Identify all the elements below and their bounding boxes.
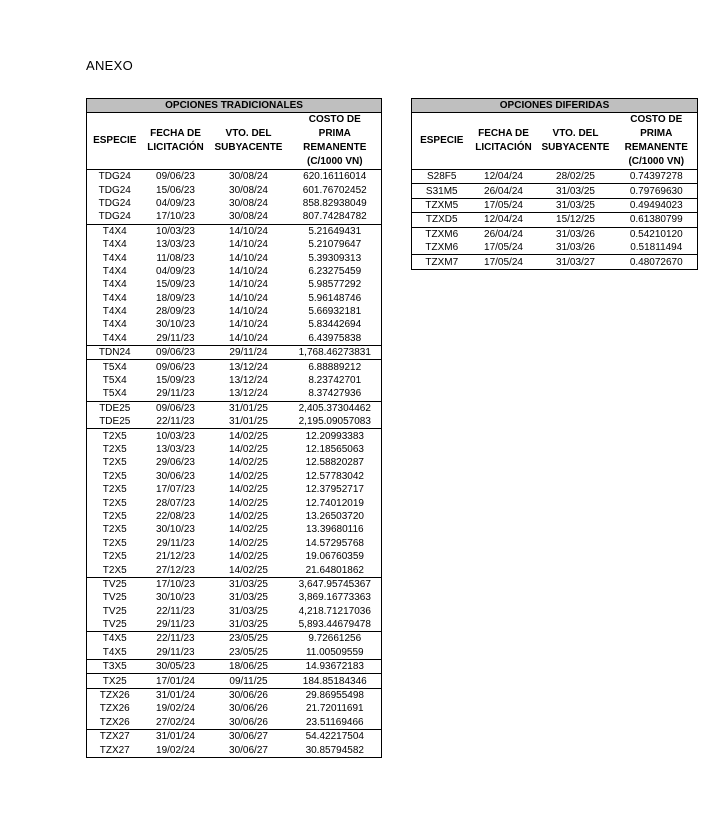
table-row [87,743,382,757]
cell-especie: T5X4 [102,375,127,387]
cell-especie: T2X5 [102,510,127,522]
cell-fecha-licitacion: 28/07/23 [156,497,195,509]
cell-especie: TZX26 [87,716,143,730]
col-vto-subyacente: VTO. DEL SUBYACENTE [536,113,616,170]
cell-fecha-licitacion: 19/02/24 [156,744,195,756]
cell-costo-prima: 30.85794582 [305,744,364,756]
cell-vto-subyacente: 14/02/25 [229,524,268,536]
table-row [87,374,382,387]
cell-vto-subyacente: 31/03/26 [536,241,616,255]
cell-fecha-licitacion: 29/11/23 [143,387,209,401]
cell-fecha-licitacion: 29/11/23 [143,618,209,632]
cell-vto-subyacente: 28/02/25 [536,170,616,184]
col-fecha-licitacion: FECHA DE LICITACIÓN [472,113,536,170]
cell-fecha-licitacion: 17/05/24 [484,256,523,268]
cell-costo-prima: 23.51169466 [289,716,382,730]
cell-vto-subyacente: 14/10/24 [229,292,268,304]
cell-especie: TDG24 [98,197,131,209]
cell-vto-subyacente: 31/03/25 [209,618,289,632]
cell-vto-subyacente: 14/10/24 [229,225,268,237]
table-row [87,688,382,702]
cell-fecha-licitacion: 28/09/23 [156,306,195,318]
cell-costo-prima: 807.74284782 [289,210,382,224]
cell-vto-subyacente: 14/02/25 [209,563,289,577]
table-row [87,183,382,196]
cell-fecha-licitacion: 18/09/23 [156,292,195,304]
cell-costo-prima: 14.93672183 [289,660,382,674]
cell-especie: TZX27 [99,731,130,743]
cell-vto-subyacente: 14/10/24 [229,252,268,264]
cell-costo-prima: 6.23275459 [308,265,362,277]
cell-costo-prima: 2,195.09057083 [289,415,382,429]
table-row [87,360,382,374]
cell-fecha-licitacion: 17/05/24 [472,198,536,212]
cell-especie: T2X5 [102,537,127,549]
table-row [87,238,382,251]
cell-especie: T2X5 [87,563,143,577]
table-row [87,523,382,536]
cell-vto-subyacente: 30/06/26 [229,703,268,715]
cell-costo-prima: 8.37427936 [289,387,382,401]
cell-costo-prima: 54.42217504 [305,731,364,743]
table-row [87,401,382,415]
cell-fecha-licitacion: 29/11/23 [143,332,209,346]
cell-especie: T4X4 [102,265,127,277]
cell-fecha-licitacion: 10/03/23 [156,430,195,442]
cell-vto-subyacente: 13/12/24 [209,387,289,401]
col-costo-prima: COSTO DE PRIMA REMANENTE (C/1000 VN) [289,113,382,170]
cell-vto-subyacente: 30/06/26 [209,716,289,730]
cell-especie: TDG24 [87,210,143,224]
cell-especie: TZX27 [99,744,130,756]
table-row [87,605,382,618]
diferidas-body [412,170,698,270]
cell-especie: T2X5 [102,430,127,442]
cell-fecha-licitacion: 17/10/23 [156,578,195,590]
cell-costo-prima: 5.98577292 [308,279,362,291]
cell-especie: T2X5 [102,470,127,482]
col-costo-prima: COSTO DE PRIMA REMANENTE (C/1000 VN) [616,113,698,170]
cell-especie: TZXM7 [425,256,459,268]
cell-costo-prima: 8.23742701 [308,375,362,387]
cell-especie: T5X4 [102,361,127,373]
table-row [87,483,382,496]
table-row [87,496,382,509]
cell-costo-prima: 6.88889212 [308,361,362,373]
tradicionales-body [87,170,382,758]
cell-vto-subyacente: 14/10/24 [229,306,268,318]
col-fecha-licitacion: FECHA DE LICITACIÓN [143,113,209,170]
cell-vto-subyacente: 30/06/26 [229,690,268,702]
cell-especie: TX25 [87,674,143,688]
cell-costo-prima: 9.72661256 [308,633,362,645]
cell-especie: TZXD5 [412,213,472,227]
cell-fecha-licitacion: 29/11/23 [156,537,195,549]
cell-fecha-licitacion: 15/09/23 [156,279,195,291]
cell-vto-subyacente: 30/08/24 [229,171,268,183]
table-row [87,716,382,730]
table-row [87,443,382,456]
cell-especie: TDG24 [98,171,131,183]
cell-especie: T2X5 [102,524,127,536]
cell-especie: T4X4 [102,239,127,251]
table-row [87,170,382,184]
cell-fecha-licitacion: 15/09/23 [156,375,195,387]
cell-costo-prima: 21.72011691 [305,703,364,715]
cell-vto-subyacente: 30/08/24 [229,184,268,196]
cell-especie: T4X5 [87,646,143,660]
cell-especie: T3X5 [87,660,143,674]
cell-vto-subyacente: 14/02/25 [229,457,268,469]
table-row [412,170,698,184]
cell-fecha-licitacion: 31/01/24 [156,690,195,702]
table-row [412,213,698,227]
cell-fecha-licitacion: 19/02/24 [156,703,195,715]
table-title: OPCIONES TRADICIONALES [87,99,382,113]
cell-especie: T4X4 [102,292,127,304]
cell-costo-prima: 620.16116014 [303,171,367,183]
cell-fecha-licitacion: 04/09/23 [156,197,195,209]
cell-especie: TV25 [87,618,143,632]
table-row [87,646,382,660]
cell-vto-subyacente: 14/02/25 [229,470,268,482]
table-row [87,577,382,591]
cell-fecha-licitacion: 30/10/23 [156,319,195,331]
cell-especie: T4X4 [102,225,127,237]
cell-vto-subyacente: 14/10/24 [209,332,289,346]
cell-fecha-licitacion: 26/04/24 [484,228,523,240]
cell-costo-prima: 19.06760359 [305,551,364,563]
cell-fecha-licitacion: 12/04/24 [472,170,536,184]
cell-costo-prima: 13.39680116 [305,524,364,536]
cell-costo-prima: 13.26503720 [305,510,364,522]
cell-fecha-licitacion: 17/10/23 [143,210,209,224]
cell-vto-subyacente: 31/03/25 [229,605,268,617]
cell-vto-subyacente: 14/02/25 [229,551,268,563]
cell-costo-prima: 3,869.16773363 [298,592,371,604]
table-row [412,198,698,212]
table-row [87,318,382,331]
table-row [87,510,382,523]
cell-costo-prima: 0.49494023 [616,198,698,212]
cell-especie: TZXM5 [412,198,472,212]
table-title: OPCIONES DIFERIDAS [412,99,698,113]
cell-costo-prima: 0.54210120 [629,228,683,240]
cell-costo-prima: 12.74012019 [305,497,364,509]
table-row [87,632,382,646]
cell-vto-subyacente: 13/12/24 [229,375,268,387]
cell-costo-prima: 5,893.44679478 [289,618,382,632]
cell-fecha-licitacion: 13/03/23 [156,444,195,455]
cell-fecha-licitacion: 31/01/24 [156,731,195,743]
cell-especie: TV25 [102,605,127,617]
cell-vto-subyacente: 31/03/25 [536,184,616,198]
table-row [87,730,382,744]
cell-costo-prima: 601.76702452 [302,184,367,196]
table-row [87,550,382,563]
cell-especie: TDN24 [87,346,143,360]
table-row [412,241,698,255]
cell-costo-prima: 29.86955498 [305,690,364,702]
table-row [87,660,382,674]
cell-fecha-licitacion: 13/03/23 [156,239,195,251]
cell-costo-prima: 12.37952717 [305,484,364,496]
cell-especie: T4X4 [102,252,127,264]
cell-especie: TDE25 [99,402,131,414]
cell-costo-prima: 6.43975838 [289,332,382,346]
cell-fecha-licitacion: 30/06/23 [156,470,195,482]
cell-especie: T2X5 [102,457,127,469]
cell-vto-subyacente: 14/02/25 [229,484,268,496]
cell-especie: T2X5 [102,497,127,509]
table-row [87,265,382,278]
page-heading: ANEXO [86,58,134,73]
cell-fecha-licitacion: 22/11/23 [143,415,209,429]
cell-vto-subyacente: 31/03/25 [229,578,268,590]
cell-vto-subyacente: 14/02/25 [229,497,268,509]
cell-especie: T2X5 [102,551,127,563]
cell-fecha-licitacion: 04/09/23 [156,265,195,277]
cell-costo-prima: 12.20993383 [305,430,364,442]
table-row [87,305,382,318]
opciones-tradicionales-table [86,98,382,758]
col-vto-subyacente: VTO. DEL SUBYACENTE [209,113,289,170]
cell-fecha-licitacion: 15/06/23 [156,184,195,196]
table-row [87,251,382,264]
cell-vto-subyacente: 13/12/24 [229,361,268,373]
cell-vto-subyacente: 30/08/24 [229,197,268,209]
cell-vto-subyacente: 14/02/25 [229,510,268,522]
cell-especie: T2X5 [102,484,127,496]
cell-vto-subyacente: 31/03/26 [556,228,595,240]
table-row [87,292,382,305]
col-especie: ESPECIE [412,113,472,170]
cell-especie: T4X4 [87,332,143,346]
cell-costo-prima: 5.66932181 [308,306,362,318]
cell-fecha-licitacion: 22/08/23 [156,510,195,522]
table-row [87,591,382,604]
cell-costo-prima: 14.57295768 [305,537,364,549]
table-row [87,470,382,483]
cell-costo-prima: 0.61380799 [616,213,698,227]
cell-costo-prima: 12.58820287 [305,457,364,469]
table-row [412,184,698,198]
cell-vto-subyacente: 18/06/25 [209,660,289,674]
cell-vto-subyacente: 14/02/25 [229,444,268,455]
cell-costo-prima: 5.83442694 [308,319,362,331]
cell-especie: TDE25 [87,415,143,429]
cell-especie: T4X4 [102,306,127,318]
cell-fecha-licitacion: 09/06/23 [156,171,195,183]
cell-costo-prima: 12.57783042 [305,470,364,482]
table-row [87,618,382,632]
table-row [87,278,382,291]
table-row [412,255,698,269]
cell-fecha-licitacion: 09/06/23 [156,402,195,414]
cell-costo-prima: 0.79769630 [616,184,698,198]
cell-fecha-licitacion: 30/10/23 [156,592,195,604]
cell-fecha-licitacion: 17/05/24 [472,241,536,255]
table-row [87,537,382,550]
cell-especie: TV25 [102,592,127,604]
cell-fecha-licitacion: 27/12/23 [143,563,209,577]
cell-vto-subyacente: 14/10/24 [229,239,268,251]
cell-costo-prima: 3,647.95745367 [298,578,371,590]
cell-fecha-licitacion: 22/11/23 [156,633,195,645]
table-row [87,224,382,238]
table-row [87,332,382,346]
cell-fecha-licitacion: 26/04/24 [472,184,536,198]
cell-costo-prima: 11.00509559 [289,646,382,660]
opciones-diferidas-table [411,98,698,270]
cell-vto-subyacente: 30/06/27 [229,731,268,743]
cell-costo-prima: 0.74397278 [616,170,698,184]
table-row [87,197,382,210]
cell-vto-subyacente: 30/08/24 [209,210,289,224]
cell-costo-prima: 12.18565063 [305,444,364,455]
cell-costo-prima: 184.85184346 [289,674,382,688]
cell-vto-subyacente: 31/01/25 [229,402,268,414]
cell-especie: T4X4 [102,279,127,291]
cell-especie: S31M5 [412,184,472,198]
cell-fecha-licitacion: 30/05/23 [143,660,209,674]
cell-fecha-licitacion: 09/06/23 [143,346,209,360]
cell-fecha-licitacion: 09/06/23 [156,361,195,373]
table-row [87,387,382,401]
cell-costo-prima: 5.96148746 [308,292,362,304]
cell-costo-prima: 1,768.46273831 [289,346,382,360]
cell-costo-prima: 858.82938049 [302,197,367,209]
table-row [87,563,382,577]
table-row [87,346,382,360]
cell-vto-subyacente: 31/03/27 [556,256,595,268]
cell-especie: T2X5 [102,444,127,455]
cell-especie: S28F5 [412,170,472,184]
cell-fecha-licitacion: 27/02/24 [143,716,209,730]
cell-fecha-licitacion: 22/11/23 [156,605,195,617]
cell-costo-prima: 5.21079647 [308,239,362,251]
cell-fecha-licitacion: 12/04/24 [472,213,536,227]
cell-vto-subyacente: 30/06/27 [229,744,268,756]
cell-fecha-licitacion: 11/08/23 [156,252,195,264]
cell-vto-subyacente: 14/02/25 [229,537,268,549]
cell-especie: TZX26 [99,703,130,715]
table-row [87,429,382,443]
cell-vto-subyacente: 23/05/25 [209,646,289,660]
cell-vto-subyacente: 14/10/24 [229,319,268,331]
cell-costo-prima: 2,405.37304462 [298,402,371,414]
cell-fecha-licitacion: 30/10/23 [156,524,195,536]
cell-vto-subyacente: 14/02/25 [229,430,268,442]
table-row [87,674,382,688]
cell-fecha-licitacion: 29/11/23 [143,646,209,660]
cell-vto-subyacente: 14/10/24 [229,265,268,277]
cell-especie: TZX26 [99,690,130,702]
cell-vto-subyacente: 14/10/24 [229,279,268,291]
table-row [87,456,382,469]
cell-costo-prima: 5.39309313 [308,252,362,264]
col-especie: ESPECIE [87,113,143,170]
cell-vto-subyacente: 31/03/25 [229,592,268,604]
table-row [87,210,382,224]
cell-costo-prima: 0.51811494 [616,241,698,255]
cell-especie: TZXM6 [412,241,472,255]
cell-costo-prima: 5.21649431 [308,225,362,237]
cell-fecha-licitacion: 17/07/23 [156,484,195,496]
cell-especie: T4X4 [102,319,127,331]
cell-vto-subyacente: 31/03/25 [536,198,616,212]
cell-vto-subyacente: 31/01/25 [209,415,289,429]
cell-especie: T5X4 [87,387,143,401]
table-row [87,415,382,429]
cell-especie: T4X5 [102,633,127,645]
cell-vto-subyacente: 15/12/25 [536,213,616,227]
cell-vto-subyacente: 23/05/25 [229,633,268,645]
cell-costo-prima: 4,218.71217036 [298,605,371,617]
cell-especie: TZXM6 [425,228,459,240]
table-row [412,227,698,241]
table-row [87,702,382,715]
cell-costo-prima: 0.48072670 [629,256,683,268]
cell-costo-prima: 21.64801862 [289,563,382,577]
cell-fecha-licitacion: 17/01/24 [143,674,209,688]
cell-vto-subyacente: 09/11/25 [209,674,289,688]
cell-fecha-licitacion: 10/03/23 [156,225,195,237]
cell-vto-subyacente: 29/11/24 [209,346,289,360]
cell-fecha-licitacion: 29/06/23 [156,457,195,469]
cell-fecha-licitacion: 21/12/23 [156,551,195,563]
cell-especie: TV25 [102,578,127,590]
cell-especie: TDG24 [98,184,131,196]
